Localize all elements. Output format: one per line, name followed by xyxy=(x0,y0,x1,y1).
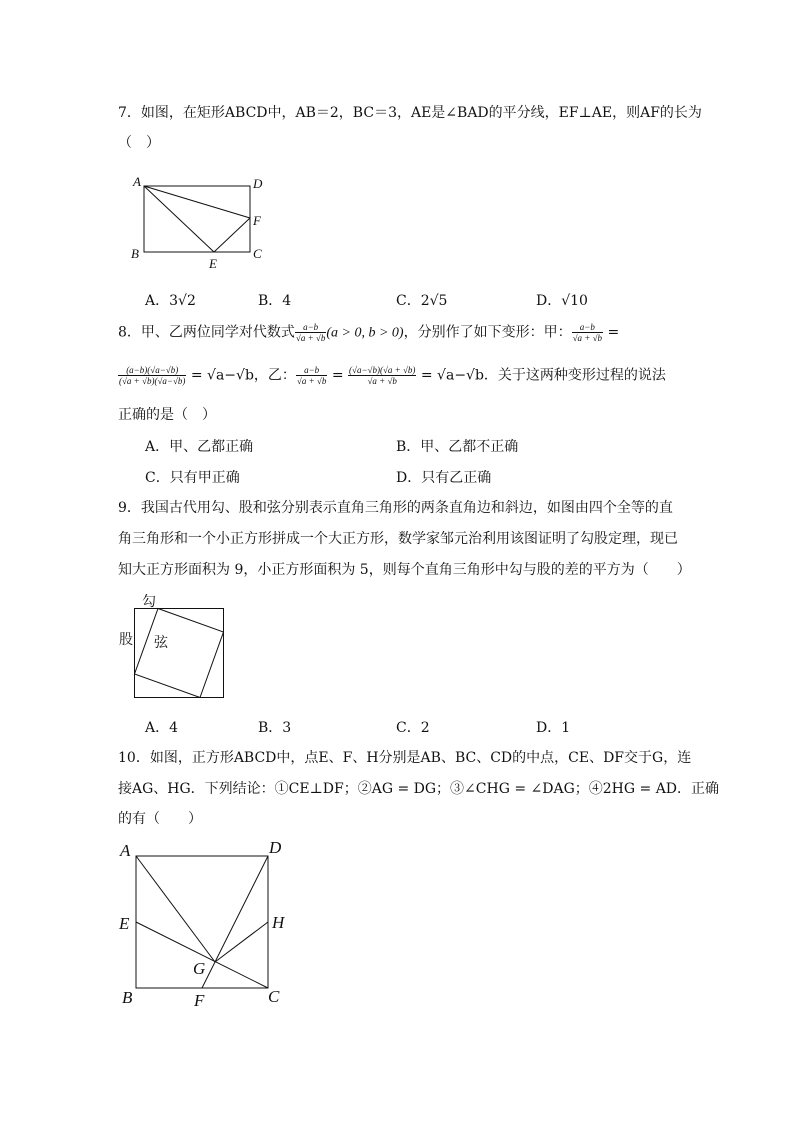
q7-stem-line2: （ ） xyxy=(118,135,160,151)
q9-option-c[interactable]: C．2 xyxy=(396,720,430,736)
q10-label-g: G xyxy=(193,959,206,978)
q8-cond: (a > 0, b > 0) xyxy=(326,325,404,341)
q9-stem-line1: 9．我国古代用勾、股和弦分别表示直角三角形的两条直角边和斜边，如图由四个全等的直 xyxy=(118,500,673,516)
q8-line2-mid: = √a−√b，乙： xyxy=(190,367,296,384)
q9-label-xian: 弦 xyxy=(154,635,168,651)
q8-frac-jia-num: a−b xyxy=(572,322,603,333)
q8-frac-jia2-num: (a−b)(√a−√b) xyxy=(118,365,186,376)
q9-label-gou: 勾 xyxy=(142,594,156,610)
q9-option-a[interactable]: A．4 xyxy=(145,720,179,736)
q8-line1-post: ，分别作了如下变形：甲： xyxy=(403,324,572,341)
q7-label-c: C xyxy=(253,246,262,261)
q10-label-f: F xyxy=(194,991,205,1010)
q7-option-b[interactable]: B．4 xyxy=(258,293,292,309)
q10-label-h: H xyxy=(272,913,285,932)
q7-label-b: B xyxy=(131,246,139,261)
q8-option-a[interactable]: A．甲、乙都正确 xyxy=(145,439,254,455)
q8-option-d[interactable]: D．只有乙正确 xyxy=(396,470,492,486)
q9-option-d[interactable]: D．1 xyxy=(536,720,571,736)
q10-label-d: D xyxy=(269,838,282,857)
q8-stem-line3: 正确的是（ ） xyxy=(118,407,216,423)
q8-option-b[interactable]: B．甲、乙都不正确 xyxy=(396,439,519,455)
q8-line1-pre: 8．甲、乙两位同学对代数式 xyxy=(118,324,295,341)
q9-label-gu: 股 xyxy=(119,632,133,648)
q9-option-b[interactable]: B．3 xyxy=(258,720,292,736)
q10-label-e: E xyxy=(119,914,130,933)
q8-frac-yi-num: a−b xyxy=(296,365,327,376)
q8-frac-yi2-num: (√a−√b)(√a + √b) xyxy=(349,365,416,375)
q7-figure xyxy=(130,170,270,270)
q8-frac-main-den: √a + √b xyxy=(295,333,326,343)
q8-frac-main xyxy=(295,322,326,343)
q10-label-c: C xyxy=(268,987,280,1006)
q8-frac-jia xyxy=(572,322,603,343)
q8-stem-line2: $\frac{(a-b)(√a-√b)}{(√a + √b)(√a-√b)}$ = √a−√b，乙： $\frac{a-b}{√a + √b}$ = $\frac{(√a-√b)(√a + √b)}{√a + √b}$ = √a−√b．关于这两种变形过程的说法 xyxy=(119,365,666,386)
q7-option-c[interactable]: C．2√5 xyxy=(396,293,448,309)
q8-line2-post: = √a−√b．关于这两种变形过程的说法 xyxy=(420,367,666,384)
q8-frac-jia2-den: (√a + √b)(√a−√b) xyxy=(119,376,186,386)
q8-frac-yi-den: √a + √b xyxy=(296,376,327,386)
q10-stem-line2: 接AG、HG．下列结论：①CE⊥DF；②AG = DG；③∠CHG = ∠DAG；④2HG = AD．正确 xyxy=(118,781,720,797)
q10-stem-line3: 的有（ ） xyxy=(118,811,202,827)
q8-stem-line1 xyxy=(118,322,619,344)
q8-frac-yi2 xyxy=(348,365,416,386)
q7-label-a: A xyxy=(133,174,141,189)
q10-stem-line1: 10．如图，正方形ABCD中，点E、F、H分别是AB、BC、CD的中点，CE、DF交于G，连 xyxy=(118,750,692,766)
q8-eq: = xyxy=(607,324,620,341)
q8-frac-main-num: a−b xyxy=(295,322,326,333)
q7-label-e: E xyxy=(209,256,217,271)
q7-option-d[interactable]: D．√10 xyxy=(536,293,588,309)
q8-frac-jia-den: √a + √b xyxy=(572,333,603,343)
q7-stem-line1: 7．如图，在矩形ABCD中，AB＝2，BC＝3，AE是∠BAD的平分线，EF⊥AE，则AF的长为 xyxy=(118,105,702,121)
q7-label-d: D xyxy=(253,176,263,191)
q8-frac-yi2-den: √a + √b xyxy=(367,376,397,386)
q8-option-c[interactable]: C．只有甲正确 xyxy=(145,470,240,486)
q7-label-f: F xyxy=(253,213,261,228)
q7-option-a[interactable]: A．3√2 xyxy=(145,293,196,309)
q8-frac-yi xyxy=(296,365,327,386)
q9-stem-line3: 知大正方形面积为 9，小正方形面积为 5，则每个直角三角形中勾与股的差的平方为（ ） xyxy=(118,562,691,578)
q10-label-b: B xyxy=(122,988,133,1007)
q10-label-a: A xyxy=(120,841,131,860)
q9-figure xyxy=(134,608,226,700)
q9-stem-line2: 角三角形和一个小正方形拼成一个大正方形，数学家邹元治利用该图证明了勾股定理，现已 xyxy=(118,531,678,547)
q8-frac-jia2 xyxy=(118,365,186,386)
